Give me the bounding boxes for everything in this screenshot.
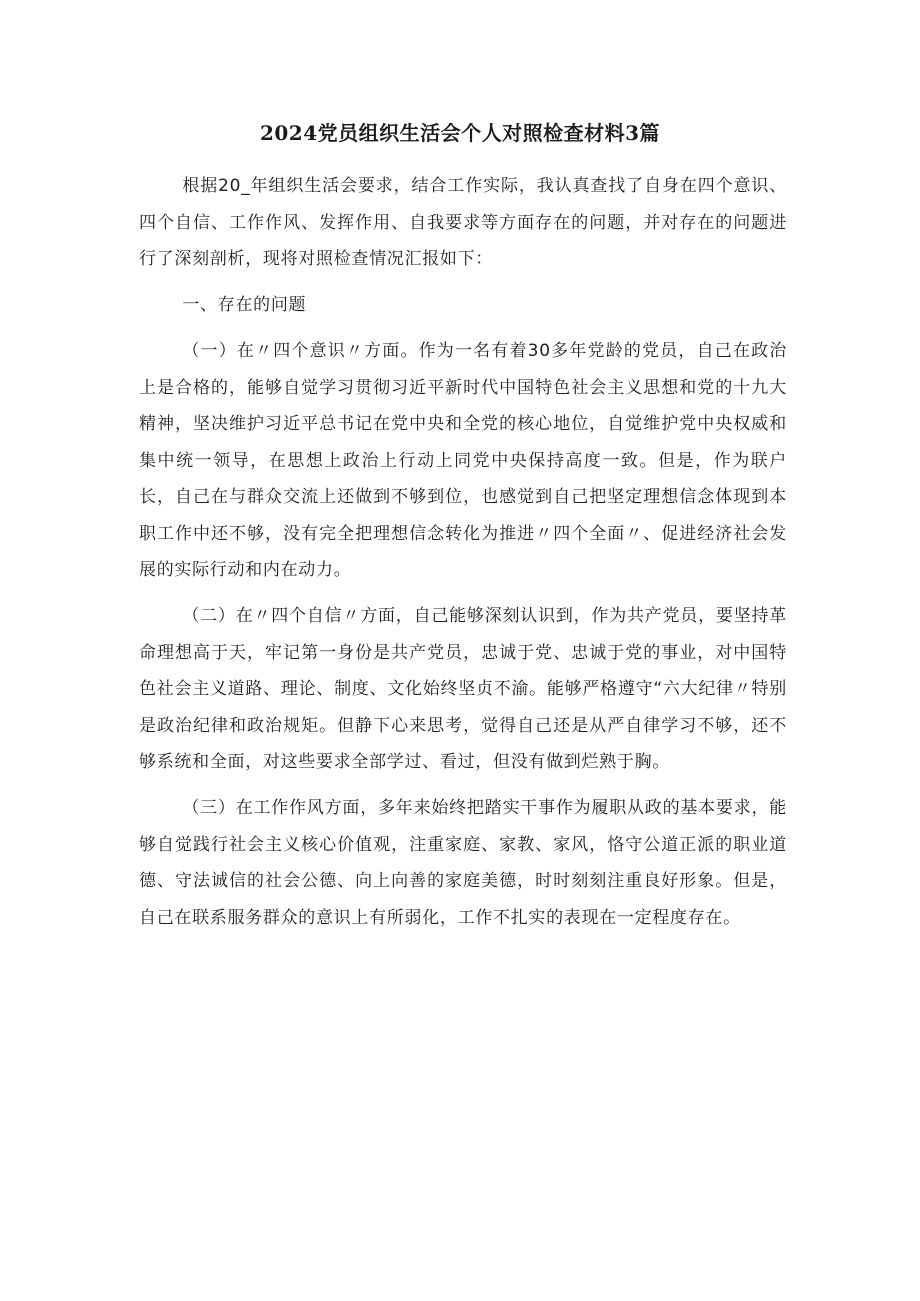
paragraph-work-style: （三）在工作作风方面，多年来始终把踏实干事作为履职从政的基本要求，能够自觉践行社会主义核心价值观，注重家庭、家教、家风，恪守公道正派的职业道德、守法诚信的社会公德、向上向善的家庭美德，时时刻刻注重良好形象。但是，自己在联系服务群众的意识上有所弱化，工作不扎实的表现在一定程度存在。 bbox=[139, 798, 787, 928]
intro-paragraph: 根据20_年组织生活会要求，结合工作实际，我认真查找了自身在四个意识、四个自信、工作作风、发挥作用、自我要求等方面存在的问题，并对存在的问题进行了深刻剖析，现将对照检查情况汇报如下： bbox=[139, 176, 787, 269]
document-body bbox=[139, 168, 787, 936]
document-title: 2024党员组织生活会个人对照检查材料3篇 bbox=[259, 121, 661, 145]
paragraph-four-confidences: （二）在〃四个自信〃方面，自己能够深刻认识到，作为共产党员，要坚持革命理想高于天，牢记第一身份是共产党员，忠诚于党、忠诚于党的事业，对中国特色社会主义道路、理论、制度、文化始终坚贞不渝。能够严格遵守“六大纪律〃特别是政治纪律和政治规矩。但静下心来思考，觉得自己还是从严自律学习不够，还不够系统和全面，对这些要求全部学过、看过，但没有做到烂熟于胸。 bbox=[139, 606, 787, 772]
section-heading-problems: 一、存在的问题 bbox=[182, 295, 307, 315]
paragraph-four-consciousness: （一）在〃四个意识〃方面。作为一名有着30多年党龄的党员，自己在政治上是合格的，能够自觉学习贯彻习近平新时代中国特色社会主义思想和党的十九大精神，坚决维护习近平总书记在党中央和全党的核心地位，自觉维护党中央权威和集中统一领导，在思想上政治上行动上同党中央保持高度一致。但是，作为联户长，自己在与群众交流上还做到不够到位，也感觉到自己把坚定理想信念体现到本职工作中还不够，没有完全把理想信念转化为推进〃四个全面〃、促进经济社会发展的实际行动和内在动力。 bbox=[139, 341, 787, 580]
